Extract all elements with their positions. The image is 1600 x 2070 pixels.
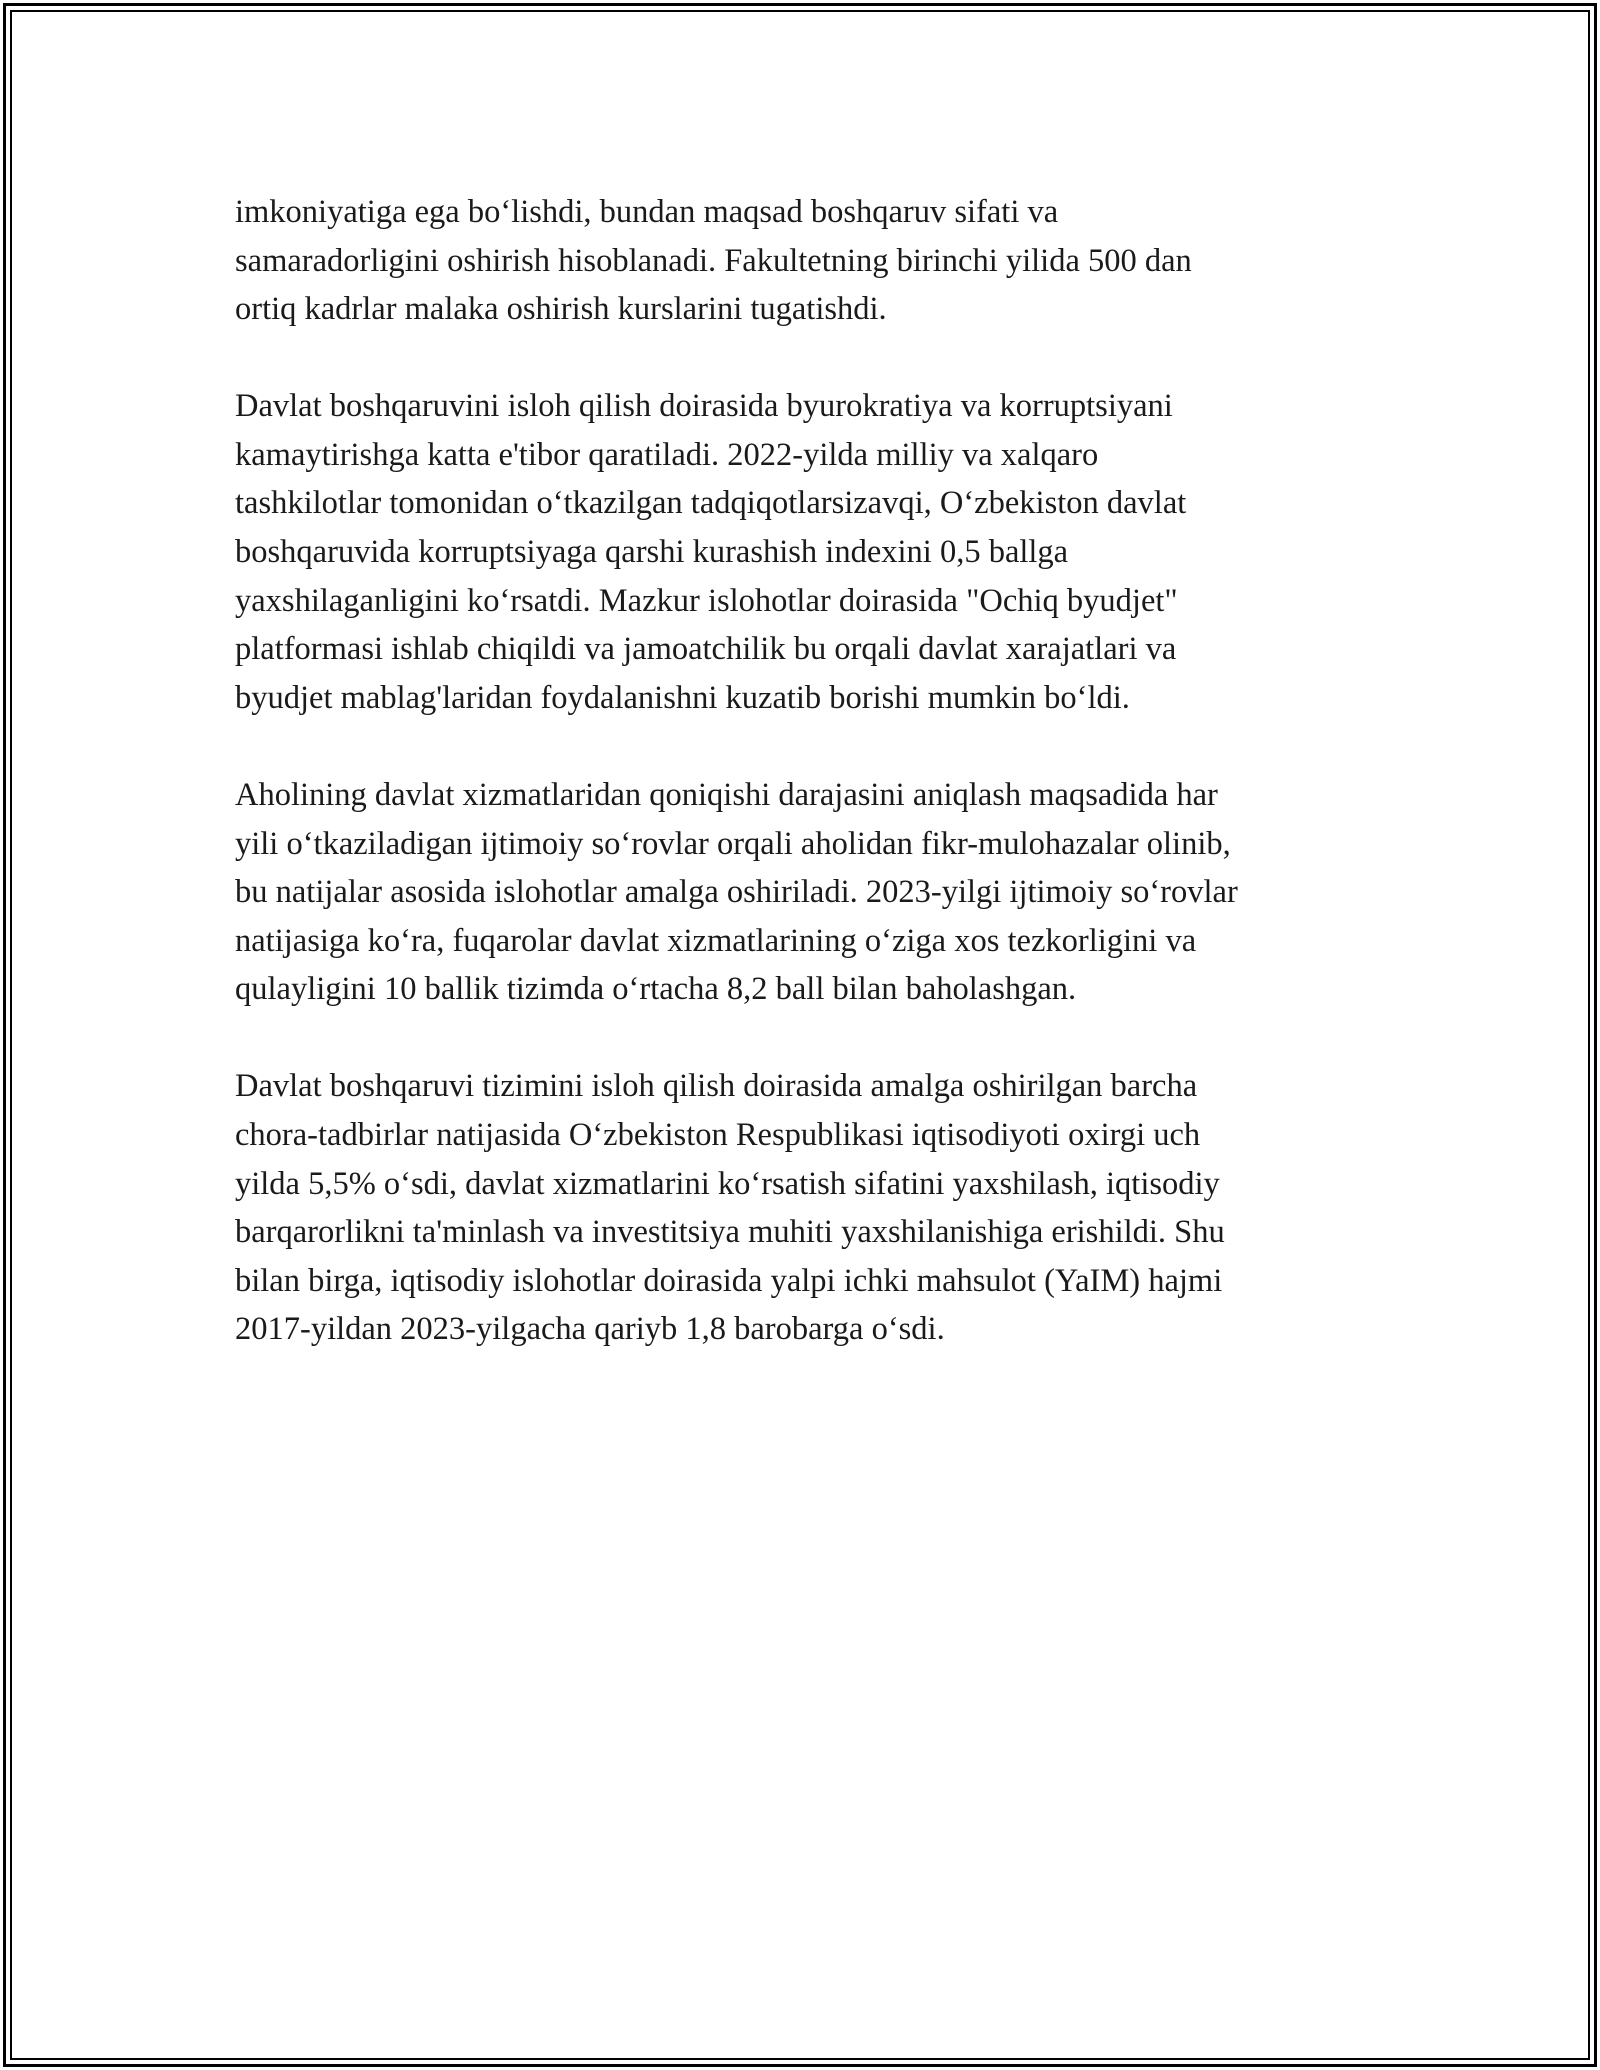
paragraph-2: Davlat boshqaruvini isloh qilish doirasida byurokratiya va korruptsiyani kamaytirishga katta e'tibor qaratiladi. 2022-yilda milliy va xalqaro tashkilotlar tomonidan oʻtkazilgan tadqiqotlarsizavqi, Oʻzbekiston davlat boshqaruvida korruptsiyaga qarshi kurashish indexini 0,5 ballga yaxshilaganligini koʻrsatdi. Mazkur islohotlar doirasida "Ochiq byudjet" platformasi ishlab chiqildi va jamoatchilik bu orqali davlat xarajatlari va byudjet mablag'laridan foydalanishni kuzatib borishi mumkin boʻldi. [235,388,1187,716]
paragraph-1: imkoniyatiga ega boʻlishdi, bundan maqsad boshqaruv sifati va samaradorligini oshirish hisoblanadi. Fakultetning birinchi yilida 500 dan ortiq kadrlar malaka oshirish kurslarini tugatishdi. [235,194,1192,328]
paragraph-4: Davlat boshqaruvi tizimini isloh qilish doirasida amalga oshirilgan barcha chora-tadbirlar natijasida Oʻzbekiston Respublikasi iqtisodiyoti oxirgi uch yilda 5,5% oʻsdi, davlat xizmatlarini koʻrsatish sifatini yaxshilash, iqtisodiy barqarorlikni ta'minlash va investitsiya muhiti yaxshilanishiga erishildi. Shu bilan birga, iqtisodiy islohotlar doirasida yalpi ichki mahsulot (YaIM) hajmi 2017-yildan 2023-yilgacha qariyb 1,8 barobarga oʻsdi. [235,1068,1225,1348]
document-body [235,188,1375,1402]
paragraph-3: Aholining davlat xizmatlaridan qoniqishi darajasini aniqlash maqsadida har yili oʻtkaziladigan ijtimoiy soʻrovlar orqali aholidan fikr-mulohazalar olinib, bu natijalar asosida islohotlar amalga oshiriladi. 2023-yilgi ijtimoiy soʻrovlar natijasiga koʻra, fuqarolar davlat xizmatlarining oʻziga xos tezkorligini va qulayligini 10 ballik tizimda oʻrtacha 8,2 ball bilan baholashgan. [235,776,1238,1008]
